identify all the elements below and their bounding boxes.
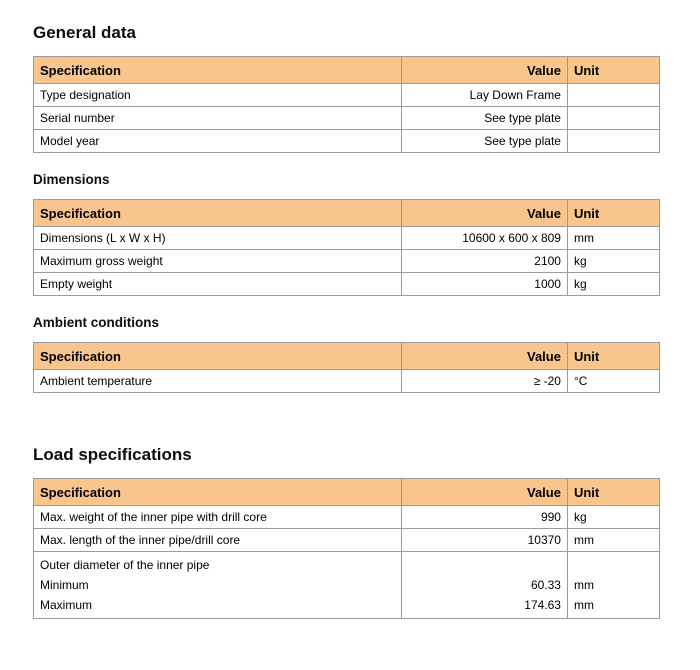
column-header-unit: Unit xyxy=(567,479,659,506)
column-header-specification: Specification xyxy=(34,343,402,370)
spec-cell xyxy=(34,130,402,153)
table-row xyxy=(34,250,660,273)
spec-cell xyxy=(34,370,402,393)
value-cell xyxy=(402,529,568,552)
table-header-row xyxy=(34,343,660,370)
unit-text xyxy=(574,110,653,126)
value-text: 10370 xyxy=(527,533,561,547)
spec-cell xyxy=(34,84,402,107)
table-header-row xyxy=(34,479,660,506)
spec-table xyxy=(33,56,660,153)
section-ambient-conditions xyxy=(33,314,660,393)
value-text: 2100 xyxy=(534,254,561,268)
spec-text: Outer diameter of the inner pipe xyxy=(40,558,210,572)
column-header-specification: Specification xyxy=(34,57,402,84)
table-row xyxy=(34,552,660,619)
table-row xyxy=(34,84,660,107)
table-row xyxy=(34,227,660,250)
unit-cell xyxy=(567,130,659,153)
column-header-value: Value xyxy=(402,57,568,84)
unit-cell xyxy=(567,506,659,529)
spec-text: Max. weight of the inner pipe with drill core xyxy=(40,510,267,524)
value-cell xyxy=(402,370,568,393)
section-general-data xyxy=(33,23,660,153)
column-header-unit: Unit xyxy=(567,200,659,227)
spec-cell xyxy=(34,227,402,250)
unit-cell xyxy=(567,84,659,107)
section-title: Dimensions xyxy=(33,172,110,187)
value-cell xyxy=(402,130,568,153)
unit-cell xyxy=(567,250,659,273)
table-row xyxy=(34,506,660,529)
spec-text: Minimum xyxy=(40,578,89,592)
spec-cell xyxy=(34,273,402,296)
unit-text: kg xyxy=(573,254,587,268)
spec-text: Model year xyxy=(40,134,100,148)
spec-cell xyxy=(34,107,402,130)
unit-text: kg xyxy=(573,510,587,524)
table-row xyxy=(34,370,660,393)
value-cell xyxy=(402,107,568,130)
section-title: Load specifications xyxy=(33,445,192,464)
spec-cell xyxy=(34,250,402,273)
table-header-row xyxy=(34,57,660,84)
spec-table xyxy=(33,342,660,393)
unit-cell xyxy=(567,273,659,296)
table-header-row xyxy=(34,200,660,227)
unit-text xyxy=(574,133,653,149)
table-body xyxy=(34,506,660,619)
table-body xyxy=(34,370,660,393)
spec-cell xyxy=(34,529,402,552)
value-text: 10600 x 600 x 809 xyxy=(462,231,561,245)
value-text: See type plate xyxy=(484,134,561,148)
table-body xyxy=(34,84,660,153)
unit-cell xyxy=(567,227,659,250)
value-cell xyxy=(402,84,568,107)
value-cell xyxy=(402,250,568,273)
unit-text: mm xyxy=(573,598,594,612)
unit-text: °C xyxy=(573,374,588,388)
value-cell xyxy=(402,506,568,529)
column-header-unit: Unit xyxy=(567,57,659,84)
section-title: Ambient conditions xyxy=(33,315,159,330)
unit-text: kg xyxy=(573,277,587,291)
spec-table xyxy=(33,478,660,619)
document-page xyxy=(0,23,700,619)
spec-text: Type designation xyxy=(40,88,131,102)
section-load-specifications xyxy=(33,445,660,619)
spec-text: Maximum gross weight xyxy=(40,254,163,268)
table-body xyxy=(34,227,660,296)
unit-cell xyxy=(567,529,659,552)
value-text: 174.63 xyxy=(524,598,561,612)
spec-table xyxy=(33,199,660,296)
column-header-specification: Specification xyxy=(34,479,402,506)
unit-cell xyxy=(567,370,659,393)
value-cell xyxy=(402,273,568,296)
column-header-value: Value xyxy=(402,479,568,506)
section-dimensions xyxy=(33,171,660,296)
value-text: ≥ -20 xyxy=(533,374,561,388)
spec-text: Ambient temperature xyxy=(40,374,153,388)
spec-text: Serial number xyxy=(40,111,115,125)
table-row xyxy=(34,107,660,130)
table-row xyxy=(34,529,660,552)
table-row xyxy=(34,273,660,296)
value-text: Lay Down Frame xyxy=(469,88,561,102)
spec-text: Maximum xyxy=(40,598,93,612)
spec-text: Empty weight xyxy=(40,277,113,291)
unit-text: mm xyxy=(573,578,594,592)
column-header-value: Value xyxy=(402,343,568,370)
table-row xyxy=(34,130,660,153)
unit-text xyxy=(574,555,653,575)
unit-text xyxy=(574,87,653,103)
value-text: 990 xyxy=(540,510,561,524)
spec-cell xyxy=(34,552,402,619)
sections-container xyxy=(33,23,660,619)
unit-text: mm xyxy=(573,231,594,245)
unit-text: mm xyxy=(573,533,594,547)
spec-cell xyxy=(34,506,402,529)
unit-cell xyxy=(567,107,659,130)
value-text: 60.33 xyxy=(530,578,561,592)
unit-cell xyxy=(567,552,659,619)
column-header-specification: Specification xyxy=(34,200,402,227)
section-title: General data xyxy=(33,23,136,42)
spec-text: Max. length of the inner pipe/drill core xyxy=(40,533,241,547)
value-cell xyxy=(402,227,568,250)
value-text: 1000 xyxy=(534,277,561,291)
value-cell xyxy=(402,552,568,619)
column-header-value: Value xyxy=(402,200,568,227)
value-text: See type plate xyxy=(484,111,561,125)
column-header-unit: Unit xyxy=(567,343,659,370)
value-text xyxy=(408,555,561,575)
spec-text: Dimensions (L x W x H) xyxy=(40,231,166,245)
